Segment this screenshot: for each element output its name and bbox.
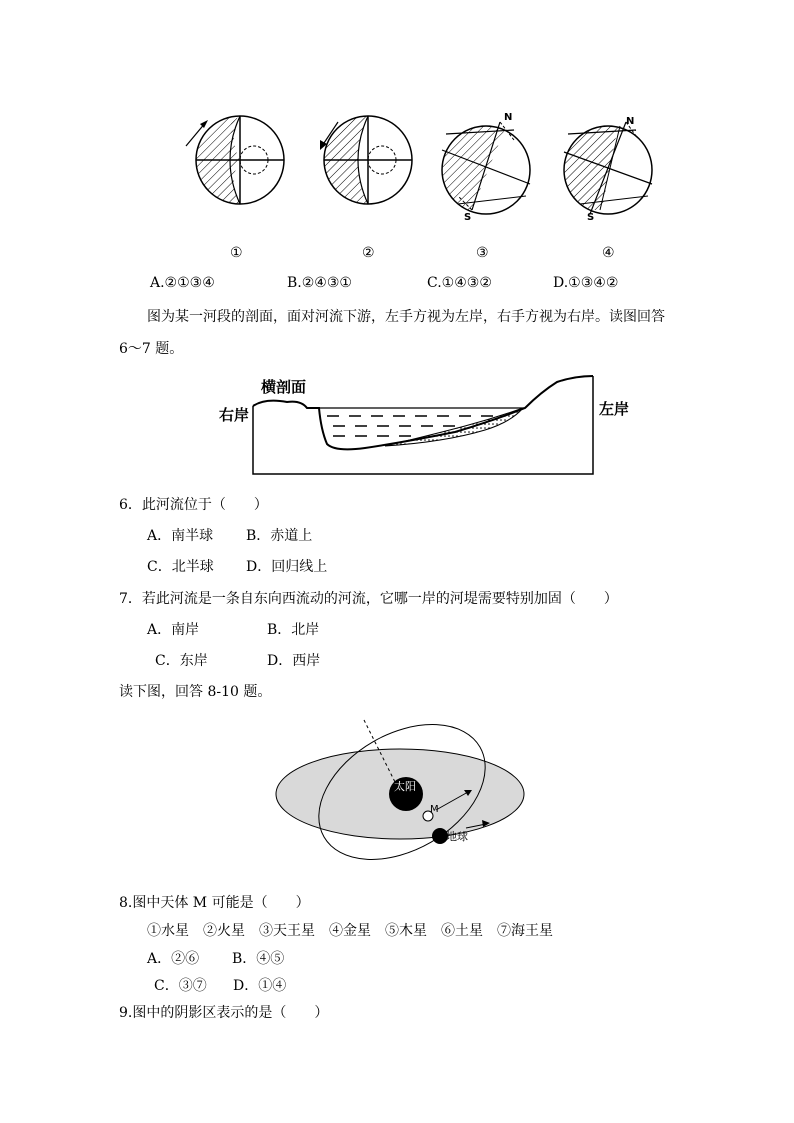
q6-option-d: D．回归线上 — [246, 559, 328, 575]
q8-option-d: D．①④ — [233, 978, 287, 994]
globe-figures — [170, 100, 670, 230]
q7-option-a: A．南岸 — [147, 622, 200, 638]
q5-option-a: A.②①③④ — [150, 275, 215, 291]
solar-intro: 读下图，回答 8-10 题。 — [119, 684, 272, 700]
north-pole-label-3: N — [504, 112, 513, 123]
river-intro-line1: 图为某一河段的剖面，面对河流下游，左手方视为左岸，右手方视为右岸。读图回答 — [147, 309, 665, 325]
q8-planets: ①水星 ②火星 ③天王星 ④金星 ⑤木星 ⑥土星 ⑦海王星 — [147, 923, 553, 939]
south-pole-label-3: S — [464, 212, 472, 223]
q8-option-c: C．③⑦ — [154, 978, 207, 994]
earth-label: 地球 — [446, 830, 468, 843]
globe-2 — [320, 116, 412, 204]
q6-option-c: C．北半球 — [147, 559, 214, 575]
q8-stem: 8.图中天体 M 可能是（ ） — [119, 895, 310, 911]
q8-option-b: B．④⑤ — [232, 951, 285, 967]
m-label: M — [430, 804, 439, 815]
q7-option-d: D．西岸 — [267, 653, 321, 669]
q7-stem: 7．若此河流是一条自东向西流动的河流，它哪一岸的河堤需要特别加固（ ） — [119, 591, 618, 607]
solar-system-figure — [270, 718, 540, 868]
q6-option-b: B．赤道上 — [246, 528, 313, 544]
globe-1 — [186, 110, 284, 204]
globe-3 — [442, 112, 530, 223]
q5-option-d: D.①③④② — [553, 275, 619, 291]
q8-option-a: A．②⑥ — [147, 951, 200, 967]
right-bank-label: 右岸 — [219, 406, 250, 424]
north-pole-label-4: N — [626, 116, 635, 127]
river-intro-line2: 6～7 题。 — [119, 341, 184, 357]
q9-stem: 9.图中的阴影区表示的是（ ） — [119, 1005, 329, 1021]
globe-label-3: ③ — [476, 245, 489, 261]
q5-option-b: B.②④③① — [287, 275, 352, 291]
globe-label-4: ④ — [602, 245, 615, 261]
q6-option-a: A．南半球 — [147, 528, 214, 544]
river-cross-section — [215, 370, 635, 480]
q6-stem: 6．此河流位于（ ） — [119, 497, 268, 513]
q5-option-c: C.①④③② — [427, 275, 492, 291]
south-pole-label-4: S — [587, 212, 595, 223]
globe-label-1: ① — [230, 245, 243, 261]
q7-option-c: C．东岸 — [155, 653, 208, 669]
globe-4 — [564, 116, 652, 223]
q7-option-b: B．北岸 — [267, 622, 320, 638]
cross-section-title: 横剖面 — [261, 378, 307, 396]
sun-label: 太阳 — [394, 780, 416, 793]
globe-label-2: ② — [362, 245, 375, 261]
left-bank-label: 左岸 — [599, 400, 630, 418]
